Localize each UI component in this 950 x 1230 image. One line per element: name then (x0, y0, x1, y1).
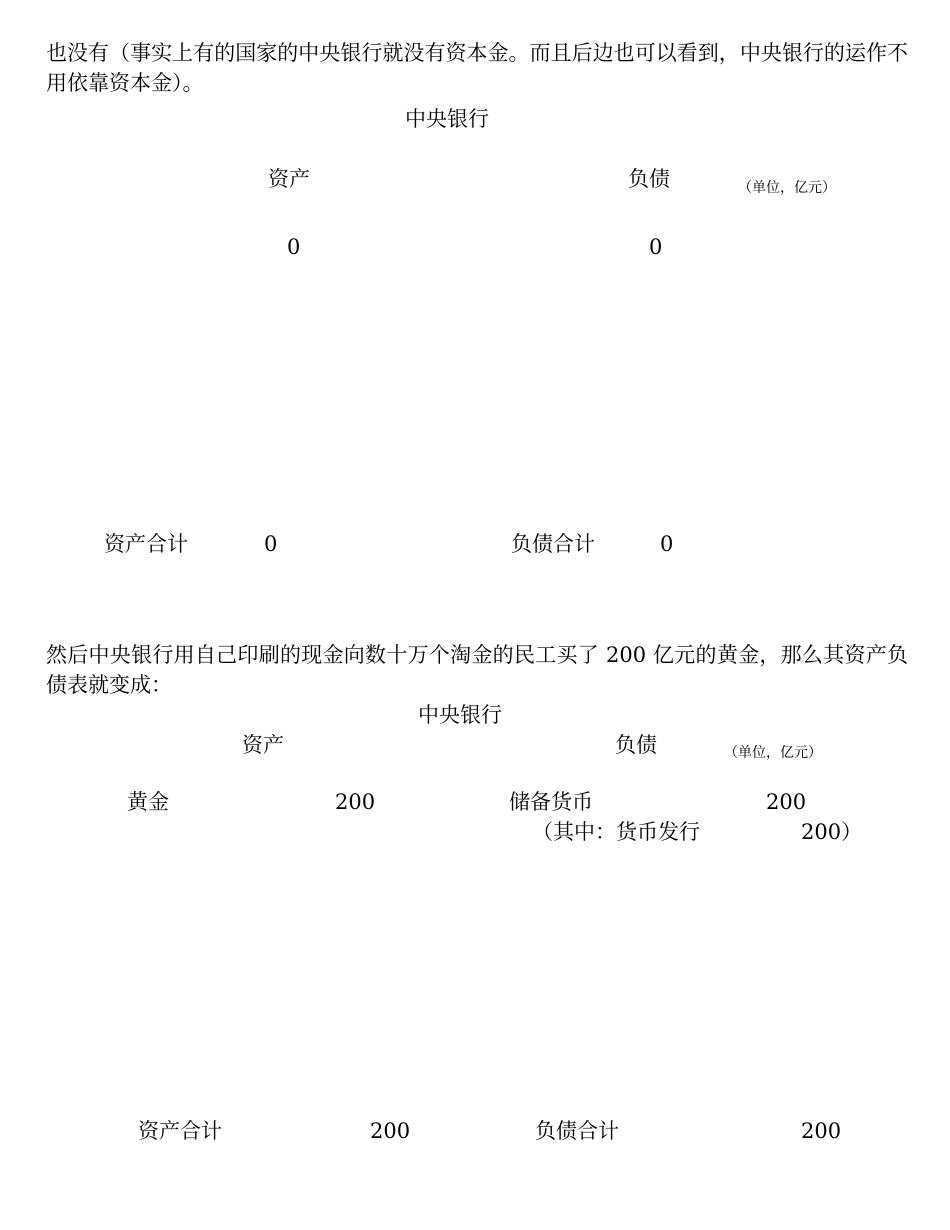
table1-liability-total-label: 负债合计 (511, 532, 595, 556)
table1-liabilities-header: 负债 (628, 167, 670, 191)
table2-assets-header: 资产 (242, 733, 284, 757)
table1-asset-total-value: 0 (264, 532, 278, 556)
table1-liability-total-value: 0 (660, 532, 674, 556)
table2-liability-total-label: 负债合计 (535, 1119, 619, 1143)
table2-asset-total-value: 200 (370, 1119, 411, 1143)
table2-liability-item-label: 储备货币 (509, 790, 593, 814)
middle-paragraph: 然后中央银行用自己印刷的现金向数十万个淘金的民工买了 200 亿元的黄金，那么其资产负债表就变成： (46, 643, 908, 697)
table2-liability-sub-value: 200） (801, 820, 863, 844)
table2-asset-total-label: 资产合计 (138, 1119, 222, 1143)
table2-liabilities-header: 负债 (615, 733, 657, 757)
table1-liability-value: 0 (649, 235, 663, 259)
intro-paragraph: 也没有（事实上有的国家的中央银行就没有资本金。而且后边也可以看到，中央银行的运作不用依靠资本金）。 (46, 41, 908, 95)
table2-liability-item-value: 200 (766, 790, 807, 814)
table2-title: 中央银行 (418, 703, 502, 727)
table2-liability-sub-label: （其中：货币发行 (532, 820, 700, 844)
table1-unit-note: （单位，亿元） (738, 180, 836, 196)
table2-asset-item-value: 200 (335, 790, 376, 814)
table1-title: 中央银行 (405, 107, 489, 131)
table2-liability-total-value: 200 (801, 1119, 842, 1143)
table2-asset-item-label: 黄金 (127, 790, 169, 814)
table1-asset-total-label: 资产合计 (104, 532, 188, 556)
table2-unit-note: （单位，亿元） (724, 745, 822, 761)
table1-assets-header: 资产 (268, 167, 310, 191)
table1-asset-value: 0 (287, 235, 301, 259)
